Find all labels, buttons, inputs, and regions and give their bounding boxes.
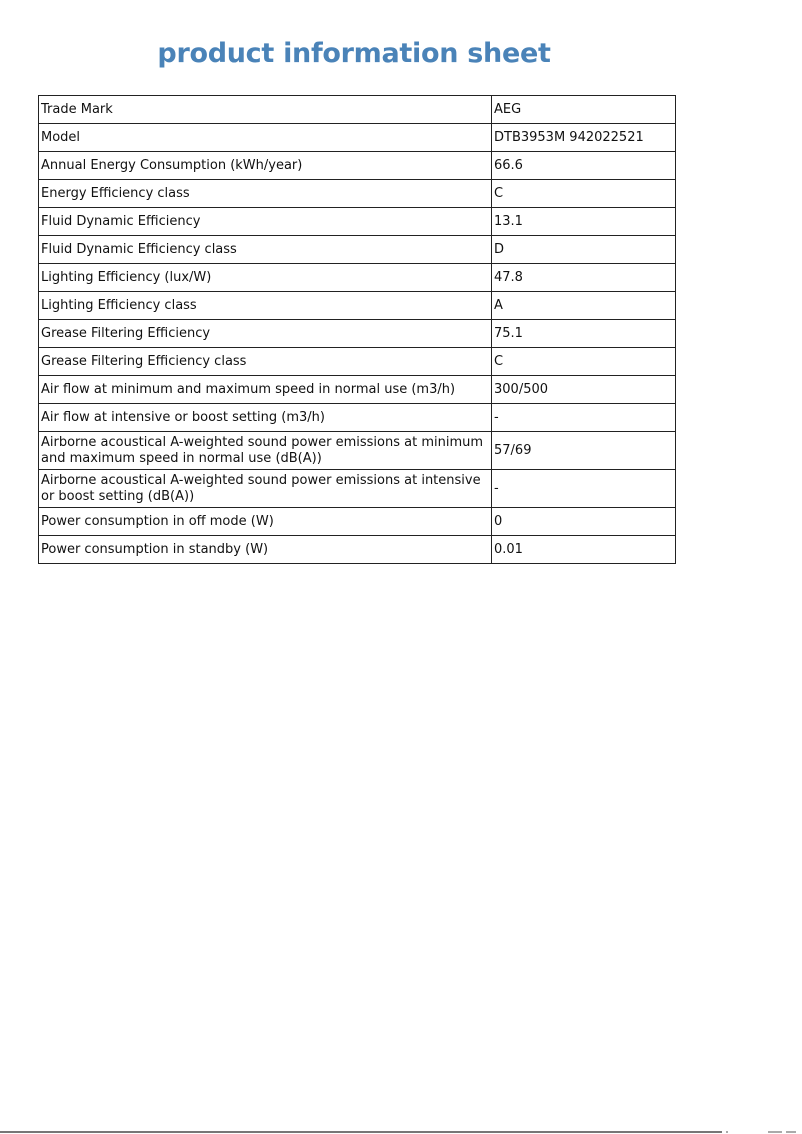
page-edge-mark: [768, 1131, 782, 1133]
row-label: Power consumption in standby (W): [39, 536, 492, 564]
page-bottom-divider: [0, 1131, 722, 1133]
row-label: Grease Filtering Efficiency: [39, 320, 492, 348]
table-row: [39, 404, 676, 432]
row-value: 0: [492, 508, 676, 536]
row-label: Fluid Dynamic Efficiency class: [39, 236, 492, 264]
row-value: -: [492, 404, 676, 432]
row-value: 66.6: [492, 152, 676, 180]
row-label: Power consumption in off mode (W): [39, 508, 492, 536]
row-value: -: [492, 470, 676, 508]
table-row: [39, 292, 676, 320]
row-label: Airborne acoustical A-weighted sound power emissions at intensive or boost setting (dB(A)): [39, 470, 492, 508]
row-label: Grease Filtering Efficiency class: [39, 348, 492, 376]
table-row: [39, 236, 676, 264]
row-value: 300/500: [492, 376, 676, 404]
table-row: [39, 470, 676, 508]
table-row: [39, 152, 676, 180]
table-row: [39, 208, 676, 236]
row-label: Energy Efficiency class: [39, 180, 492, 208]
table-row: [39, 96, 676, 124]
page-title: product information sheet: [157, 38, 551, 69]
row-label: Lighting Efficiency (lux/W): [39, 264, 492, 292]
row-value: D: [492, 236, 676, 264]
table-row: [39, 320, 676, 348]
row-value: 47.8: [492, 264, 676, 292]
table-row: [39, 348, 676, 376]
table-row: [39, 432, 676, 470]
row-value: 57/69: [492, 432, 676, 470]
page-edge-mark: [786, 1131, 796, 1133]
table-row: [39, 264, 676, 292]
row-value: DTB3953M 942022521: [492, 124, 676, 152]
table-row: [39, 180, 676, 208]
row-label: Annual Energy Consumption (kWh/year): [39, 152, 492, 180]
row-value: C: [492, 348, 676, 376]
table-row: [39, 124, 676, 152]
row-label: Airborne acoustical A-weighted sound power emissions at minimum and maximum speed in normal use (dB(A)): [39, 432, 492, 470]
row-label: Lighting Efficiency class: [39, 292, 492, 320]
table-row: [39, 508, 676, 536]
row-value: A: [492, 292, 676, 320]
row-label: Model: [39, 124, 492, 152]
row-value: C: [492, 180, 676, 208]
row-label: Fluid Dynamic Efficiency: [39, 208, 492, 236]
table-row: [39, 376, 676, 404]
row-value: 75.1: [492, 320, 676, 348]
row-label: Air flow at minimum and maximum speed in normal use (m3/h): [39, 376, 492, 404]
row-value: 0.01: [492, 536, 676, 564]
table-row: [39, 536, 676, 564]
row-label: Trade Mark: [39, 96, 492, 124]
product-info-table: [38, 95, 676, 564]
row-value: AEG: [492, 96, 676, 124]
row-value: 13.1: [492, 208, 676, 236]
row-label: Air flow at intensive or boost setting (m3/h): [39, 404, 492, 432]
page-edge-mark: [726, 1131, 728, 1133]
